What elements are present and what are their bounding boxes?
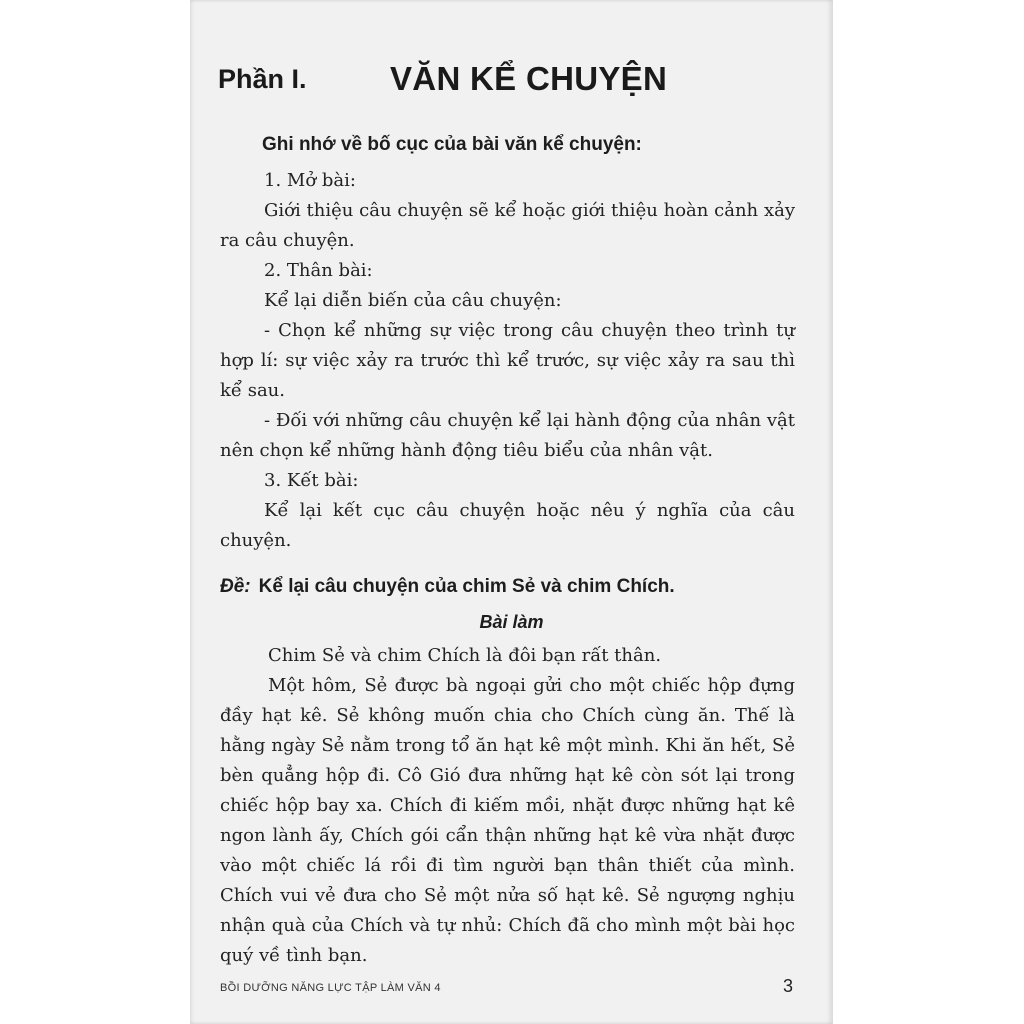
- notes-paragraph: 1. Mở bài:: [264, 170, 356, 191]
- notes-paragraph: Kể lại kết cục câu chuyện hoặc nêu ý nghĩa của câu chuyện.: [220, 500, 795, 551]
- footer-book-title: BỒI DƯỠNG NĂNG LỰC TẬP LÀM VĂN 4: [220, 982, 441, 994]
- notes-paragraph: - Đối với những câu chuyện kể lại hành động của nhân vật nên chọn kể những hành động tiêu biểu của nhân vật.: [220, 410, 795, 461]
- exercise-label: Đề:: [220, 576, 251, 597]
- part-title: VĂN KỂ CHUYỆN: [390, 60, 668, 97]
- exercise-prompt: [220, 576, 795, 598]
- page-number: 3: [782, 976, 793, 996]
- answer-body: [220, 641, 795, 971]
- book-page: [190, 0, 833, 1024]
- notes-heading: Ghi nhớ về bố cục của bài văn kể chuyện:: [262, 134, 642, 155]
- notes-paragraph: - Chọn kể những sự việc trong câu chuyện theo trình tự hợp lí: sự việc xảy ra trước thì kể trước, sự việc xảy ra sau thì kể sau.: [220, 320, 795, 401]
- answer-paragraph: Chim Sẻ và chim Chích là đôi bạn rất thân.: [268, 645, 662, 666]
- answer-heading: Bài làm: [479, 612, 544, 632]
- part-label: Phần I.: [218, 64, 307, 94]
- notes-paragraph: Kể lại diễn biến của câu chuyện:: [264, 290, 562, 311]
- exercise-text: Kể lại câu chuyện của chim Sẻ và chim Chích.: [258, 576, 675, 597]
- notes-paragraph: Giới thiệu câu chuyện sẽ kể hoặc giới thiệu hoàn cảnh xảy ra câu chuyện.: [220, 200, 795, 251]
- answer-paragraph: Một hôm, Sẻ được bà ngoại gửi cho một chiếc hộp đựng đầy hạt kê. Sẻ không muốn chia cho Chích cùng ăn. Thế là hằng ngày Sẻ nằm trong tổ ăn hạt kê một mình. Khi ăn hết, Sẻ bèn quẳng hộp đi. Cô Gió đưa những hạt kê còn sót lại trong chiếc hộp bay xa. Chích đi kiếm mồi, nhặt được những hạt kê ngon lành ấy, Chích gói cẩn thận những hạt kê vừa nhặt được vào một chiếc lá rồi đi tìm người bạn thân thiết của mình. Chích vui vẻ đưa cho Sẻ một nửa số hạt kê. Sẻ ngượng nghịu nhận quà của Chích và tự nhủ: Chích đã cho mình một bài học quý về tình bạn.: [220, 675, 795, 966]
- notes-paragraph: 3. Kết bài:: [264, 470, 359, 491]
- page-header: [218, 60, 813, 110]
- notes-paragraph: 2. Thân bài:: [264, 260, 373, 281]
- notes-body: [220, 166, 795, 556]
